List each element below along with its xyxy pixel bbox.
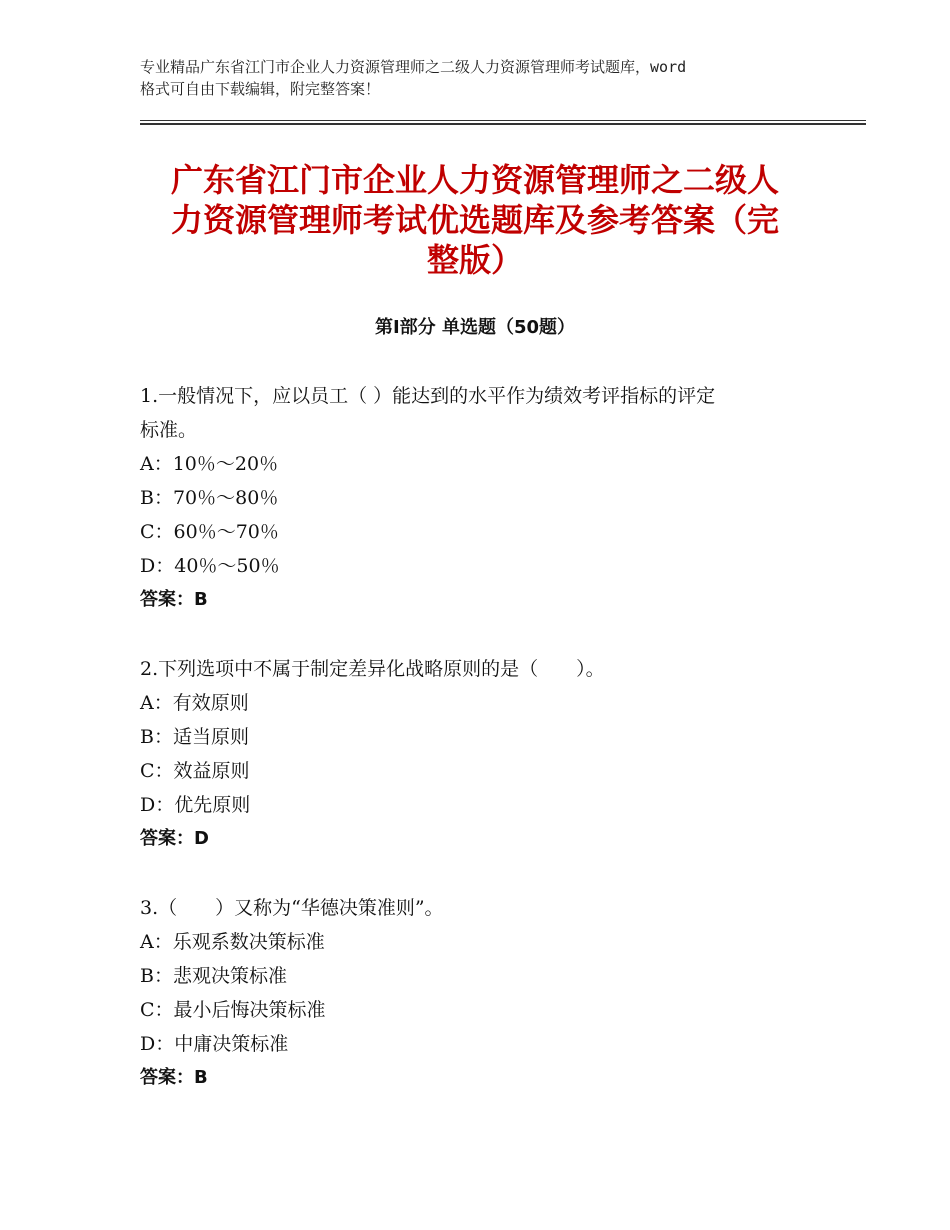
option-d: D：优先原则 — [140, 794, 251, 816]
answer-line: 答案：B — [140, 589, 208, 610]
title-line-1: 广东省江门市企业人力资源管理师之二级人 — [170, 161, 779, 199]
option-a: A：10％～20％ — [140, 453, 279, 475]
answer-line: 答案：B — [140, 1067, 208, 1088]
header-note — [140, 56, 830, 100]
question-2 — [140, 652, 820, 856]
document-title — [120, 160, 830, 280]
header-divider-thin — [140, 120, 866, 121]
option-a: A：乐观系数决策标准 — [140, 931, 325, 953]
question-3 — [140, 891, 820, 1095]
option-b: B：适当原则 — [140, 726, 249, 748]
option-b: B：悲观决策标准 — [140, 965, 287, 987]
header-divider-thick — [140, 123, 866, 125]
option-c: C：最小后悔决策标准 — [140, 999, 326, 1021]
section-heading: 第Ⅰ部分 单选题（50题） — [374, 317, 575, 338]
header-note-line-2: 格式可自由下载编辑，附完整答案！ — [140, 80, 381, 98]
title-line-2: 力资源管理师考试优选题库及参考答案（完 — [170, 201, 779, 239]
question-stem-continued: 标准。 — [140, 419, 198, 441]
option-c: C：效益原则 — [140, 760, 250, 782]
option-a: A：有效原则 — [140, 692, 249, 714]
option-b: B：70％～80％ — [140, 487, 279, 509]
title-line-3: 整版） — [426, 241, 523, 279]
question-stem: 3.（ ）又称为“华德决策准则”。 — [140, 897, 444, 919]
header-note-line-1: 专业精品广东省江门市企业人力资源管理师之二级人力资源管理师考试题库，word — [140, 58, 687, 76]
question-stem: 1.一般情况下，应以员工（ ）能达到的水平作为绩效考评指标的评定 — [140, 385, 716, 407]
question-1 — [140, 379, 820, 617]
option-d: D：中庸决策标准 — [140, 1033, 289, 1055]
option-c: C：60％～70％ — [140, 521, 279, 543]
question-stem: 2.下列选项中不属于制定差异化战略原则的是（ ）。 — [140, 658, 605, 680]
answer-line: 答案：D — [140, 828, 209, 849]
option-d: D：40％～50％ — [140, 555, 280, 577]
